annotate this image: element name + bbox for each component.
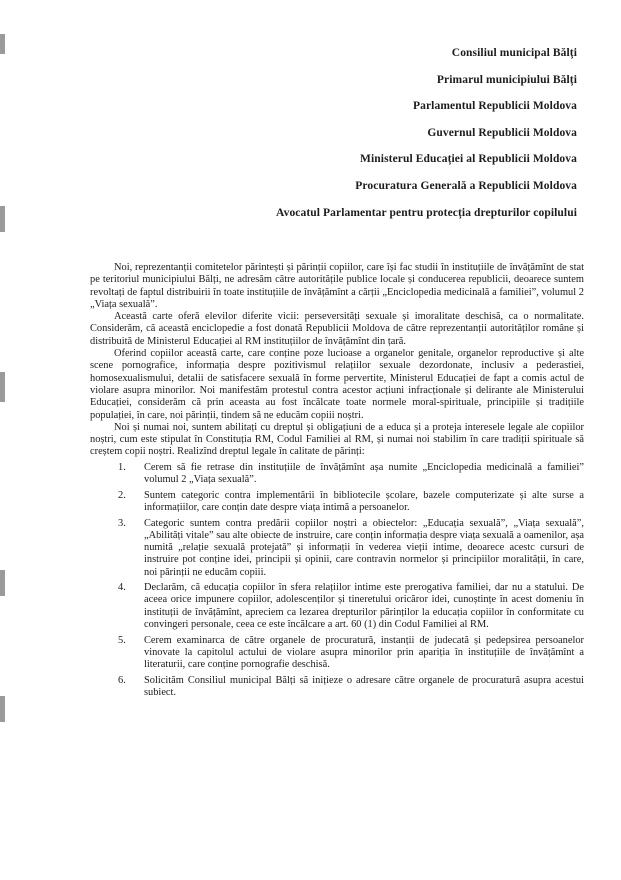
list-text: Suntem categoric contra implementării în bibliotecile școlare, bazele computerizate și alte surse a informațiilor, care conțin date despre viața intimă a persoanelor. <box>144 489 584 514</box>
list-item <box>90 675 584 700</box>
list-text: Categoric suntem contra predării copiilor noștri a obiectelor: „Educația sexuală”, „Viața sexuală”, „Abilități vitale” sau alte obiecte de instruire, care conțin informația despre viața sexuală a oamenilor, așa numită „relație sexuală protejată” și informații în vederea vieții intime, deoarece acestc cursuri de instruire pot conține idei, principii și opinii, care contravin normelor și principiilor moralității, în care, noi părinții ne educăm copiii. <box>144 517 584 578</box>
list-number: 2. <box>118 489 126 501</box>
recipient-line: Parlamentul Republicii Moldova <box>413 100 577 113</box>
paragraph: Noi, reprezentanții comitetelor părintești și părinții copiilor, care își fac studii în instituțiile de învățămînt de stat pe teritoriul municipiului Bălți, ne adresăm către autoritățile publice locale și conducerea republicii, deoarece suntem revoltați de faptul distribuirii în toate instituțiile de învățămînt a cărții „Enciclopedia medicinală a familiei”, volumul 2 „Viața sexuală”. <box>90 262 584 310</box>
letter-body <box>90 262 584 699</box>
list-number: 1. <box>118 461 126 473</box>
requests-list <box>90 462 584 699</box>
list-item <box>90 462 584 487</box>
recipients-block <box>37 40 577 226</box>
scan-edge-marks <box>0 0 8 880</box>
list-item <box>90 518 584 579</box>
list-text: Solicităm Consiliul municipal Bălți să inițieze o adresare către organele de procuratură asupra acestui subiect. <box>144 674 584 698</box>
recipient-line: Primarul municipiului Bălți <box>436 73 577 86</box>
recipient-line: Procuratura Generală a Republicii Moldova <box>355 179 577 192</box>
list-number: 3. <box>118 517 126 529</box>
list-item <box>90 582 584 631</box>
paragraph: Noi și numai noi, suntem abilitați cu dreptul și obligațiuni de a educa și a proteja interesele legale ale copiilor noștri, cum este stipulat în Constituția RM, Codul Familiei al RM, și numai noi stabilim în care tradiții spirituale să creștem copii noștri. Realizînd dreptul legale în calitate de părinți: <box>90 421 584 458</box>
list-text: Cerem examinarca de către organele de procuratură, instanții de judecată și pedepsirea persoanelor vinovate la capitolul actului de violare asupra minorilor prin apariția în instituțiile de învățămînt a literaturii, care conține pornografie deschisă. <box>144 634 584 671</box>
paragraph: Oferind copiilor această carte, care conține poze lucioase a organelor genitale, organelor reproductive și alte scene pornografice, informația despre pozitivismul relațiilor sexuale dezordonate, inclusiv a pederastiei, homosexualismului, detalii de satisfacere sexuală în forme pervertite, Ministerul Educației de fapt a comis actul de violare asupra minorilor. Noi manifestăm protestul contra acestor acțiuni infracționale și delirante ale Ministerului Educației, considerăm că prin aceasta au fost încălcate toate normele moral-spirituale, principiile și tradițiile populației, în care, noi părinții, tindem să ne educăm copiii noștri. <box>90 348 584 421</box>
list-number: 4. <box>118 582 126 594</box>
list-item <box>90 635 584 672</box>
recipient-line: Avocatul Parlamentar pentru protecția drepturilor copilului <box>276 206 577 219</box>
list-item <box>90 490 584 515</box>
list-text: Cerem să fie retrase din instituțiile de învățămînt așa numite „Enciclopedia medicinală a familiei” volumul 2 „Viața sexuală”. <box>144 461 584 486</box>
recipient-line: Guvernul Republicii Moldova <box>427 126 577 139</box>
recipient-line: Ministerul Educației al Republicii Moldova <box>360 153 577 166</box>
list-text: Declarăm, că educația copiilor în sfera relațiilor intime este prerogativa familiei, dar nu a statului. De aceea orice impunere copiilor, adolescenților și tineretului oricăror idei, cunoștințe în acest domeniu în instituții de învățămînt, apreciem ca lezarea drepturilor părinților la educația copiilor în conformitate cu convingeri personale, ceea ce este încălcare a art. 60 (1) din Codul Familiei al RM. <box>144 582 584 631</box>
paragraph: Această carte oferă elevilor diferite vicii: perseversități sexuale și imoralitate deschisă, ca o normalitate. Considerăm, că această enciclopedie a fost donată Republicii Moldova de către reprezentanții autorităților române și distribuită de Ministerul Educației al RM instituțiilor de învățămînt din țară. <box>90 311 584 347</box>
list-number: 6. <box>118 674 126 686</box>
list-number: 5. <box>118 634 126 646</box>
recipient-line: Consiliul municipal Bălți <box>451 47 577 59</box>
